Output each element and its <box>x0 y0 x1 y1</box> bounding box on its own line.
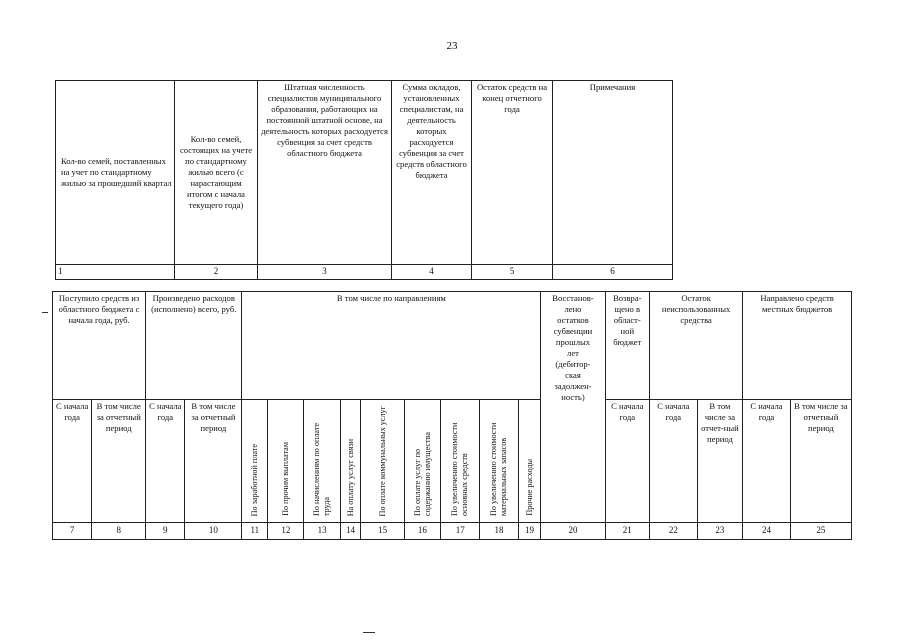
page-number: 23 <box>446 40 458 52</box>
funds-table <box>52 291 852 540</box>
sub-in-period: В том числе за отчетный период <box>790 400 851 523</box>
direction-payroll-charges <box>304 400 340 523</box>
column-number: 20 <box>541 523 605 540</box>
header-remaining-funds: Остаток средств на конец отчетного года <box>472 81 553 265</box>
direction-label: По начислениям по оплате труда <box>312 422 332 516</box>
sub-in-period: В том числе за отчет-ный период <box>697 400 743 523</box>
funds-subheader-row <box>53 400 852 523</box>
column-number: 19 <box>518 523 541 540</box>
summary-header-row <box>56 81 673 265</box>
column-number: 18 <box>480 523 518 540</box>
restored-line: Восстанов- <box>552 293 594 303</box>
column-number: 4 <box>392 265 472 280</box>
returned-line: бюджет <box>613 337 642 347</box>
funds-number-row <box>53 523 852 540</box>
returned-line: област- <box>613 315 641 325</box>
header-unused: Остаток неиспользованных средства <box>650 292 743 400</box>
direction-fixed-assets <box>441 400 480 523</box>
column-number: 6 <box>553 265 673 280</box>
sub-since-start: С начала года <box>146 400 185 523</box>
column-number: 22 <box>650 523 698 540</box>
direction-communications <box>340 400 361 523</box>
restored-line: прошлых <box>555 337 591 347</box>
restored-line: задолжен- <box>554 381 592 391</box>
column-number: 23 <box>697 523 743 540</box>
direction-label: На оплату услуг связи <box>345 438 355 516</box>
restored-line: лет <box>567 348 579 358</box>
bottom-marker <box>363 632 375 633</box>
direction-other-expenses <box>518 400 541 523</box>
column-number: 12 <box>268 523 304 540</box>
column-number: 24 <box>743 523 791 540</box>
funds-header-row <box>53 292 852 400</box>
header-spent: Произведено расходов (исполнено) всего, руб. <box>146 292 242 400</box>
direction-label: Прочие расходы <box>524 459 534 516</box>
column-number: 21 <box>605 523 649 540</box>
returned-line: щено в <box>614 304 641 314</box>
direction-label: По прочим выплатам <box>280 442 290 516</box>
column-number: 5 <box>472 265 553 280</box>
restored-line: субвенции <box>553 326 593 336</box>
returned-line: ной <box>620 326 635 336</box>
column-number: 13 <box>304 523 340 540</box>
sub-since-start: С начала года <box>53 400 92 523</box>
margin-tick <box>42 312 48 313</box>
restored-line: ность) <box>561 392 585 402</box>
direction-label: По увеличению стоимости материальных запасов <box>489 422 508 516</box>
column-number: 9 <box>146 523 185 540</box>
direction-salary <box>242 400 268 523</box>
header-directions: В том числе по направлениям <box>242 292 541 400</box>
restored-line: лено <box>564 304 582 314</box>
column-number: 14 <box>340 523 361 540</box>
column-number: 1 <box>56 265 175 280</box>
column-number: 15 <box>361 523 404 540</box>
direction-label: По оплате услуг по содержанию имущества <box>412 431 432 516</box>
restored-line: остатков <box>557 315 589 325</box>
sub-in-period: В том числе за отчетный период <box>185 400 242 523</box>
restored-line: (дебитор- <box>555 359 591 369</box>
column-number: 16 <box>404 523 440 540</box>
column-number: 10 <box>185 523 242 540</box>
header-restored <box>541 292 605 523</box>
returned-line: Возвра- <box>613 293 642 303</box>
direction-other-payments <box>268 400 304 523</box>
direction-label: По увеличению стоимости основных средств <box>450 422 470 516</box>
sub-since-start: С начала года <box>743 400 791 523</box>
header-received: Поступило средств из областного бюджета с начала года, руб. <box>53 292 146 400</box>
column-number: 8 <box>92 523 146 540</box>
column-number: 3 <box>258 265 392 280</box>
header-notes: Примечания <box>553 81 673 265</box>
sub-since-start: С начала года <box>605 400 649 523</box>
column-number: 17 <box>441 523 480 540</box>
column-number: 2 <box>175 265 258 280</box>
direction-property-maintenance <box>404 400 440 523</box>
sub-since-start: С начала года <box>650 400 698 523</box>
column-number: 11 <box>242 523 268 540</box>
sub-in-period: В том числе за отчетный период <box>92 400 146 523</box>
summary-number-row <box>56 265 673 280</box>
summary-table <box>55 80 673 280</box>
column-number: 25 <box>790 523 851 540</box>
header-local: Направлено средств местных бюджетов <box>743 292 852 400</box>
direction-label: По заработной плате <box>249 443 259 516</box>
direction-material-stocks <box>480 400 518 523</box>
restored-line: ская <box>565 370 581 380</box>
header-returned <box>605 292 649 400</box>
column-number: 7 <box>53 523 92 540</box>
direction-utilities <box>361 400 404 523</box>
header-staff-count: Штатная численность специалистов муниципального образования, работающих на постоянной штатной основе, на деятельность которых расходуется субвенция за счет средств областного бюджета <box>258 81 392 265</box>
direction-label: По оплате коммунальных услуг <box>377 405 387 516</box>
header-families-registered: Кол-во семей, поставленных на учет по стандартному жилью за прошедший квартал <box>56 81 175 265</box>
header-salary-sum: Сумма окладов, установленных специалистам, на деятельность которых расходуется субвенция за счет средств областного бюджета <box>392 81 472 265</box>
header-families-total: Кол-во семей, состоящих на учете по стандартному жилью всего (с нарастающим итогом с начала текущего года) <box>175 81 258 265</box>
